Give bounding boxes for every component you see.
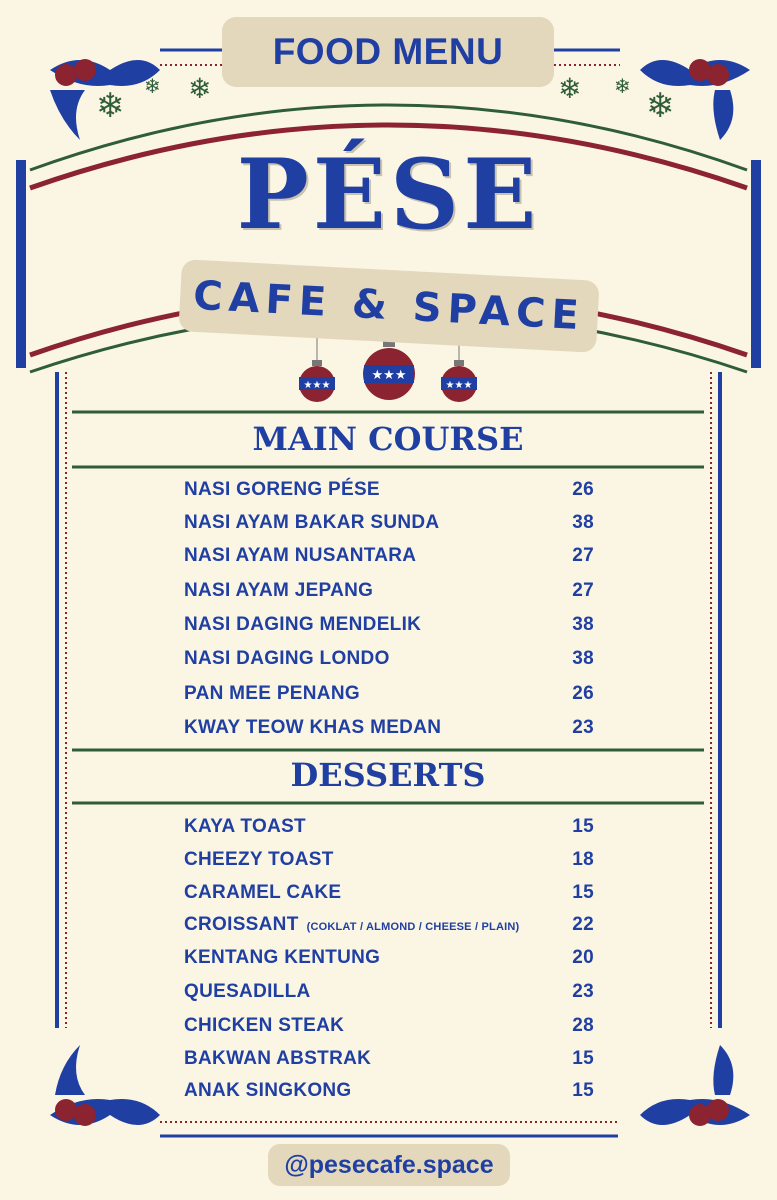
snowflake-icon: ❄: [614, 76, 631, 98]
menu-item: NASI AYAM JEPANG 27: [184, 580, 594, 601]
menu-item: KENTANG KENTUNG 20: [184, 947, 594, 968]
section-title-desserts: DESSERTS: [290, 756, 486, 794]
holly-icon: [600, 1035, 760, 1155]
menu-item: NASI AYAM BAKAR SUNDA 38: [184, 512, 594, 533]
menu-item: NASI DAGING MENDELIK 38: [184, 614, 594, 635]
menu-item: CARAMEL CAKE 15: [184, 882, 594, 903]
social-handle: @pesecafe.space: [268, 1144, 510, 1186]
snowflake-icon: ❄: [96, 87, 125, 125]
menu-item: CHEEZY TOAST 18: [184, 849, 594, 870]
brand-subtitle: CAFE & SPACE: [178, 259, 599, 353]
snowflake-icon: ❄: [558, 73, 582, 104]
ornament-icon: [297, 358, 337, 404]
holly-icon: [40, 1035, 200, 1155]
menu-item: KWAY TEOW KHAS MEDAN 23: [184, 717, 594, 738]
snowflake-icon: ❄: [646, 87, 675, 125]
svg-text:★★★: ★★★: [445, 380, 473, 391]
menu-item: BAKWAN ABSTRAK 15: [184, 1048, 594, 1069]
menu-item: PAN MEE PENANG 26: [184, 683, 594, 704]
menu-item: ANAK SINGKONG 15: [184, 1080, 594, 1101]
menu-item: NASI DAGING LONDO 38: [184, 648, 594, 669]
menu-item: KAYA TOAST 15: [184, 816, 594, 837]
menu-item: CHICKEN STEAK 28: [184, 1015, 594, 1036]
section-title-main-course: MAIN COURSE: [252, 420, 524, 458]
food-menu-label: FOOD MENU: [222, 17, 554, 87]
ornament-icon: [361, 338, 417, 402]
menu-item: QUESADILLA 23: [184, 981, 594, 1002]
item-note: (COKLAT / ALMOND / CHEESE / PLAIN): [306, 921, 520, 933]
menu-item: NASI GORENG PÉSE 26: [184, 479, 594, 500]
ornament-icon: [439, 358, 479, 404]
svg-text:★★★: ★★★: [371, 367, 407, 382]
menu-item: NASI AYAM NUSANTARA 27: [184, 545, 594, 566]
brand-title: PÉSE: [236, 138, 541, 251]
snowflake-icon: ❄: [188, 73, 212, 104]
snowflake-icon: ❄: [144, 76, 161, 98]
svg-text:★★★: ★★★: [303, 380, 331, 391]
menu-item: CROISSANT (COKLAT / ALMOND / CHEESE / PLAIN) 22: [184, 914, 594, 935]
